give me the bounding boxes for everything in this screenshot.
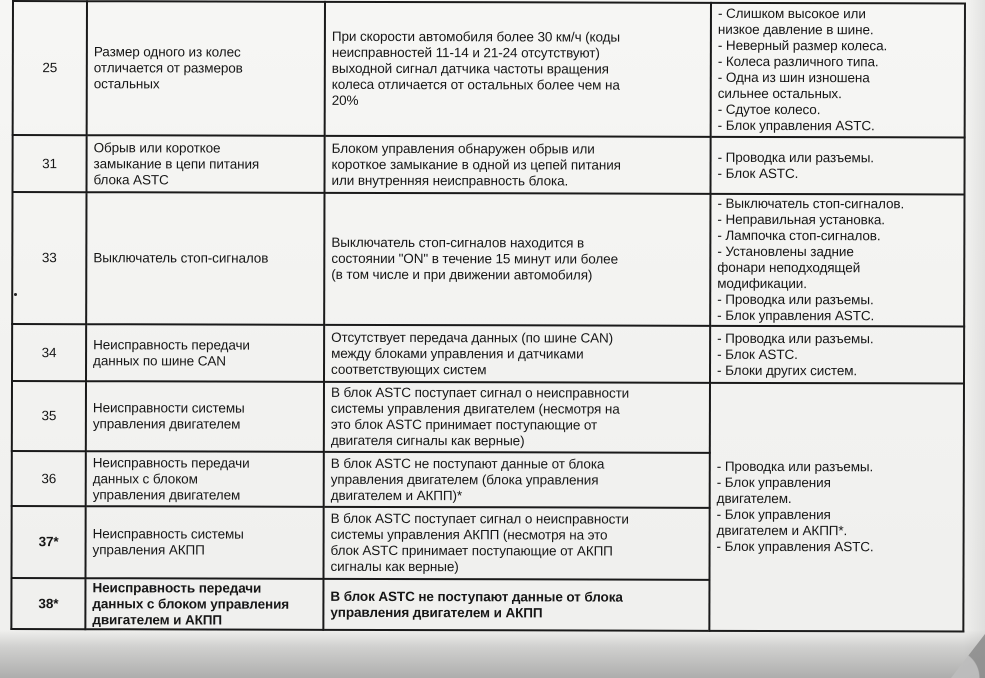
table-row — [13, 1, 965, 137]
description-cell — [324, 452, 710, 508]
code-cell: 36 — [12, 451, 86, 506]
text-line: - Блок управления — [716, 474, 831, 491]
text-line: сильнее остальных. — [717, 85, 842, 102]
description-cell — [324, 193, 710, 326]
name-cell — [86, 324, 324, 382]
text-line: - Неправильная установка. — [717, 211, 885, 228]
text-line: - Блок ASTC. — [717, 346, 798, 362]
description-cell — [324, 325, 710, 383]
code-cell: 33 — [12, 192, 86, 324]
text-line: - Проводка или разъемы. — [717, 149, 875, 165]
code-cell: 38* — [11, 578, 85, 629]
table-row — [12, 381, 964, 453]
fault-codes-table — [10, 0, 966, 632]
name-cell — [85, 578, 323, 630]
text-line: - Одна из шин изношена — [717, 69, 870, 86]
text-line: В блок ASTC поступает сигнал о неисправности — [330, 510, 629, 527]
text-line: - Неверный размер колеса. — [717, 37, 888, 54]
text-line: - Блок управления ASTC. — [717, 307, 875, 324]
text-line: блок ASTC принимает поступающие от АКПП — [330, 542, 613, 559]
text-line: колеса отличается от остальных более чем на — [331, 76, 620, 93]
text-line: выходной сигнал датчика частоты вращения — [331, 60, 609, 77]
text-line: - Выключатель стоп-сигналов. — [717, 195, 905, 212]
text-line: системы управления двигателем (несмотря на — [330, 400, 620, 417]
text-line: Блоком управления обнаружен обрыв или — [331, 140, 595, 157]
page-edge-shadow — [963, 0, 985, 678]
text-line: - Проводка или разъемы. — [716, 458, 874, 475]
causes-cell — [710, 194, 964, 327]
text-line: - Проводка или разъемы. — [717, 291, 874, 308]
text-line: управления двигателем — [92, 416, 241, 432]
text-line: Выключатель стоп-сигналов находится в — [331, 234, 585, 251]
name-cell — [87, 1, 325, 136]
text-line: (в том числе и при движении автомобиля) — [331, 266, 593, 283]
name-cell — [86, 451, 324, 507]
table-row — [12, 324, 964, 383]
text-line: - Установлены задние — [717, 243, 854, 260]
table-row — [12, 135, 964, 194]
text-line: двигателем и АКПП)* — [330, 487, 463, 503]
table-row — [12, 192, 964, 326]
text-line: управления двигателем (блока управления — [330, 471, 599, 488]
text-line: - Лампочка стоп-сигналов. — [717, 227, 881, 244]
causes-cell — [710, 326, 964, 384]
name-cell — [85, 506, 323, 579]
page-bottom-shadow — [0, 630, 985, 678]
text-line: данных по шине CAN — [93, 352, 226, 369]
text-line: Неисправность передачи — [92, 579, 262, 596]
description-cell — [323, 507, 709, 580]
description-cell — [324, 382, 710, 453]
text-line: - Блок управления ASTC. — [717, 117, 875, 134]
code-cell: 35 — [12, 381, 86, 451]
scan-speck — [14, 293, 17, 296]
causes-cell — [711, 3, 965, 138]
code-cell: 34 — [12, 324, 86, 381]
text-line: Выключатель стоп-сигналов — [93, 250, 269, 266]
description-cell — [325, 2, 711, 137]
text-line: блока ASTC — [93, 171, 169, 187]
description-cell — [324, 136, 710, 194]
code-cell: 25 — [13, 1, 87, 135]
text-line: остальных — [93, 76, 160, 92]
shared-causes-cell — [709, 383, 964, 632]
text-line: двигателем. — [716, 490, 792, 507]
text-line: данных с блоком — [92, 470, 198, 486]
text-line: системы управления АКПП (несмотря на это — [330, 526, 608, 543]
text-line: В блок ASTC не поступают данные от блока — [330, 455, 605, 472]
name-cell — [86, 381, 324, 452]
text-line: - Сдутое колесо. — [717, 101, 821, 118]
text-line: Неисправность передачи — [93, 336, 250, 353]
text-line: Неисправность системы — [92, 526, 244, 542]
text-line: отличается от размеров — [93, 60, 243, 76]
text-line: низкое давление в шине. — [717, 21, 874, 38]
causes-cell — [710, 137, 964, 195]
text-line: Неисправность передачи — [92, 454, 250, 471]
text-line: замыкание в цепи питания — [93, 155, 260, 172]
code-cell: 37* — [11, 506, 85, 578]
text-line: двигателя сигналы как верные) — [330, 432, 525, 449]
text-line: 20% — [331, 92, 359, 108]
text-line: Отсутствует передача данных (по шине CAN) — [331, 329, 614, 346]
name-cell — [86, 192, 324, 325]
text-line: В блок ASTC поступает сигнал о неисправности — [330, 384, 630, 401]
text-line: соответствующих систем — [331, 361, 487, 377]
text-line: сигналы как верные) — [330, 558, 459, 575]
text-line: двигателем и АКПП*. — [716, 522, 848, 539]
text-line: управления двигателем — [92, 486, 241, 503]
name-cell — [86, 135, 324, 193]
text-line: данных с блоком управления — [92, 595, 290, 612]
text-line: При скорости автомобиля более 30 км/ч (коды — [331, 28, 621, 45]
text-line: двигателем и АКПП — [92, 611, 223, 628]
text-line: - Колеса различного типа. — [717, 53, 879, 70]
text-line: или внутренняя неисправность блока. — [331, 172, 569, 188]
code-cell: 31 — [12, 135, 86, 192]
text-line: короткое замыкание в одной из цепей питания — [331, 156, 621, 173]
text-line: - Проводка или разъемы. — [717, 330, 874, 346]
text-line: В блок ASTC не поступают данные от блока — [330, 588, 623, 605]
text-line: Обрыв или короткое — [93, 139, 221, 156]
text-line: фонари неподходящей — [717, 259, 861, 276]
text-line: Неисправности системы — [92, 400, 245, 416]
text-line: - Блоки других систем. — [717, 362, 858, 378]
text-line: между блоками управления и датчиками — [331, 345, 584, 361]
text-line: - Блок управления — [716, 506, 831, 523]
description-cell — [323, 579, 709, 631]
text-line: - Блок управления ASTC. — [716, 538, 874, 555]
text-line: Размер одного из колес — [93, 44, 241, 60]
text-line: неисправностей 11-14 и 21-24 отсутствуют) — [331, 44, 600, 61]
text-line: управления двигателем и АКПП — [330, 604, 543, 620]
text-line: управления АКПП — [92, 542, 205, 558]
text-line: это блок ASTC принимает поступающие от — [330, 416, 598, 433]
text-line: - Блок ASTC. — [717, 165, 799, 181]
text-line: состоянии "ON" в течение 15 минут или более — [331, 250, 619, 267]
text-line: - Слишком высокое или — [717, 5, 866, 22]
text-line: модификации. — [717, 275, 807, 292]
